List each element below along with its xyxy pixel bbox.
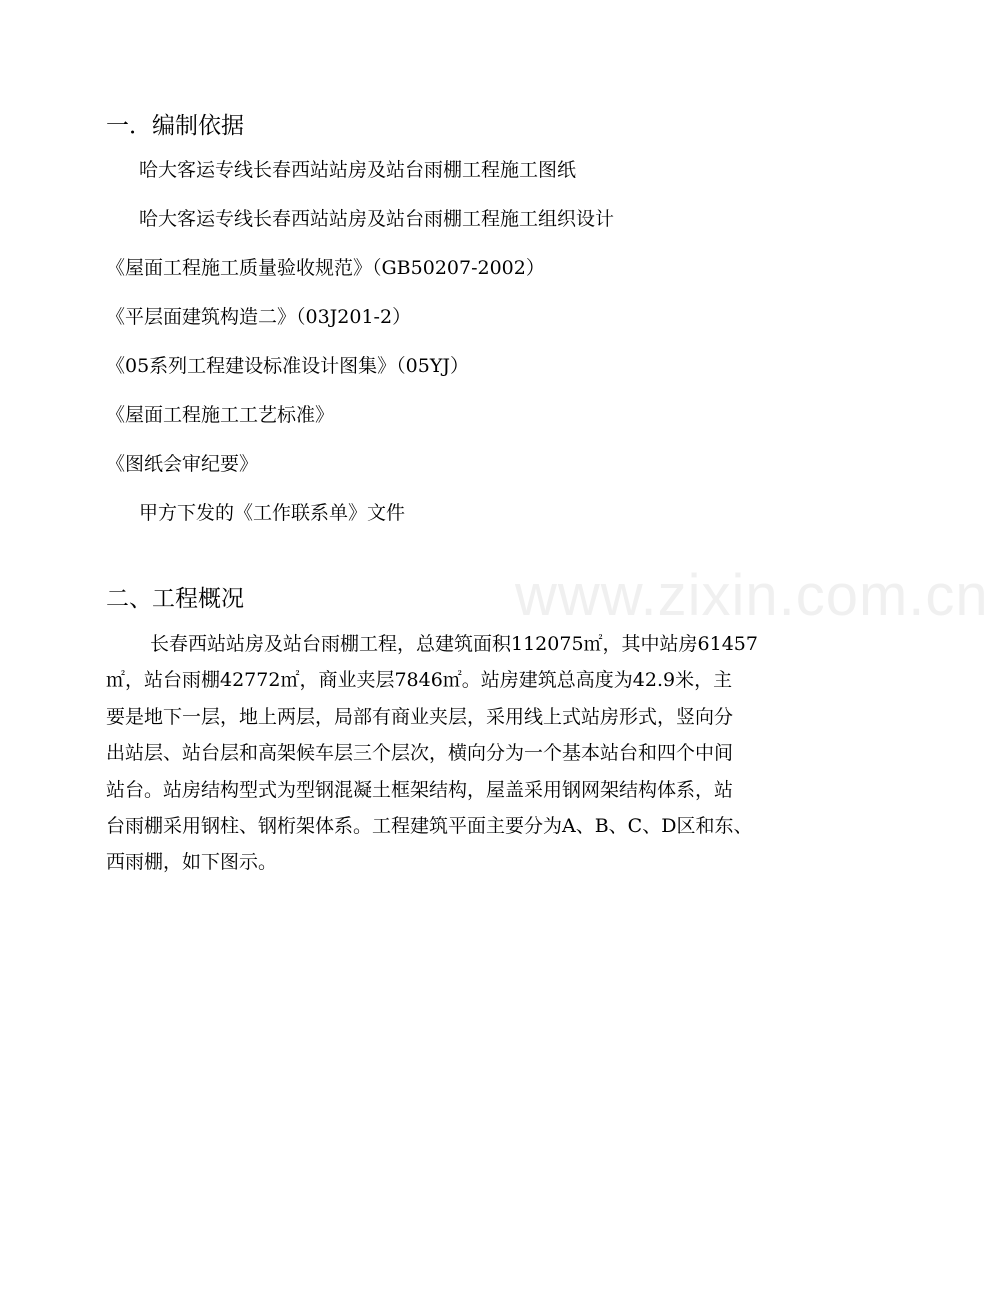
reference-item: 《屋面工程施工质量验收规范》（GB50207-2002） xyxy=(106,257,545,279)
paragraph-line: ㎡，站台雨棚42772㎡，商业夹层7846㎡。站房建筑总高度为42.9米，主 xyxy=(106,669,733,692)
paragraph-line: 站台。站房结构型式为型钢混凝土框架结构，屋盖采用钢网架结构体系，站 xyxy=(106,778,734,801)
paragraph-line: 西雨棚，如下图示。 xyxy=(106,851,278,874)
overview-paragraph xyxy=(106,631,836,886)
reference-item: 哈大客运专线长春西站站房及站台雨棚工程施工图纸 xyxy=(139,159,577,181)
watermark: www.zixin.com.cn xyxy=(515,563,989,628)
reference-item: 《屋面工程施工工艺标准》 xyxy=(106,404,335,426)
reference-item: 《图纸会审纪要》 xyxy=(106,453,259,475)
paragraph-line: 台雨棚采用钢柱、钢桁架体系。工程建筑平面主要分为A、B、C、D区和东、 xyxy=(106,814,753,837)
reference-item: 哈大客运专线长春西站站房及站台雨棚工程施工组织设计 xyxy=(139,208,615,230)
reference-item: 《05系列工程建设标准设计图集》（05YJ） xyxy=(106,355,470,377)
paragraph-line: 长春西站站房及站台雨棚工程，总建筑面积112075㎡，其中站房61457 xyxy=(150,633,758,655)
section-heading-overview: 二、工程概况 xyxy=(106,586,244,612)
reference-item: 甲方下发的《工作联系单》文件 xyxy=(139,502,406,524)
reference-item: 《平层面建筑构造二》（03J201-2） xyxy=(106,306,412,328)
section-heading-basis: 一．编制依据 xyxy=(106,113,244,139)
paragraph-line: 要是地下一层，地上两层，局部有商业夹层，采用线上式站房形式，竖向分 xyxy=(106,705,734,728)
paragraph-line: 出站层、站台层和高架候车层三个层次，横向分为一个基本站台和四个中间 xyxy=(106,742,734,765)
